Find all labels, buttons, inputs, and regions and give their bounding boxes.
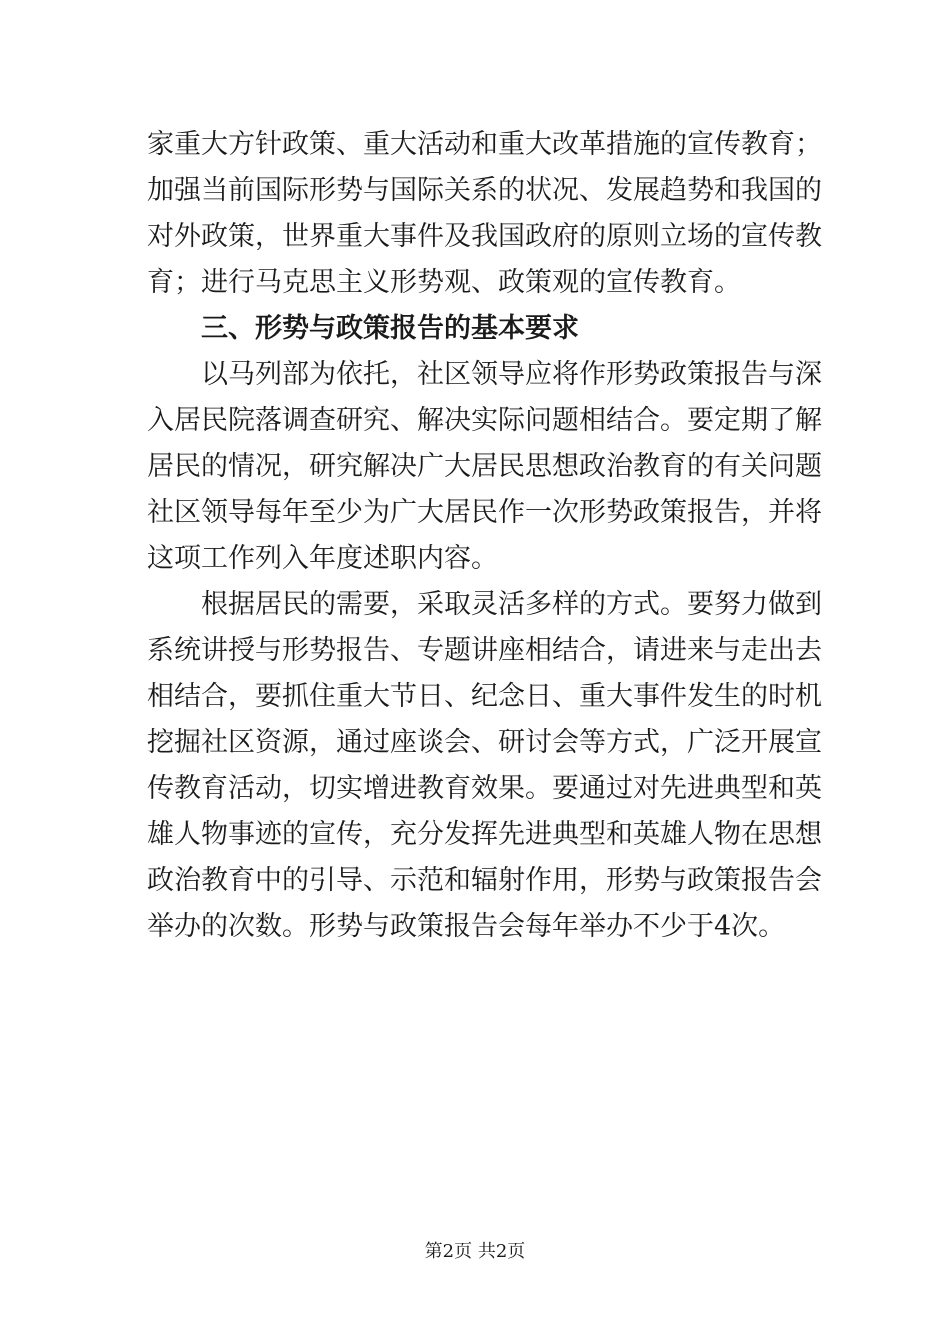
paragraph-1-line-1: 家重大方针政策、重大活动和重大改革措施的宣传教育；	[147, 129, 822, 160]
paragraph-2-line-5: 这项工作列入年度述职内容。	[147, 543, 498, 574]
paragraph-3-line-5: 传教育活动，切实增进教育效果。要通过对先进典型和英	[147, 773, 822, 804]
paragraph-1-line-4: 育；进行马克思主义形势观、政策观的宣传教育。	[147, 267, 741, 298]
paragraph-3-line-3: 相结合，要抓住重大节日、纪念日、重大事件发生的时机	[147, 681, 822, 712]
paragraph-3-line-8: 举办的次数。形势与政策报告会每年举办不少于4次。	[147, 911, 786, 942]
paragraph-2-line-4: 社区领导每年至少为广大居民作一次形势政策报告，并将	[147, 497, 822, 528]
paragraph-3-line-6: 雄人物事迹的宣传，充分发挥先进典型和英雄人物在思想	[147, 819, 822, 850]
page-footer: 第2页 共2页	[424, 1241, 526, 1262]
paragraph-2-line-2: 入居民院落调查研究、解决实际问题相结合。要定期了解	[147, 405, 822, 436]
paragraph-3-line-2: 系统讲授与形势报告、专题讲座相结合，请进来与走出去	[147, 635, 822, 666]
paragraph-1-line-2: 加强当前国际形势与国际关系的状况、发展趋势和我国的	[147, 175, 822, 206]
paragraph-2-line-1: 以马列部为依托，社区领导应将作形势政策报告与深	[201, 359, 822, 390]
paragraph-2-line-3: 居民的情况，研究解决广大居民思想政治教育的有关问题	[147, 451, 822, 482]
paragraph-1-line-3: 对外政策，世界重大事件及我国政府的原则立场的宣传教	[147, 221, 822, 252]
paragraph-3-line-7: 政治教育中的引导、示范和辐射作用，形势与政策报告会	[147, 865, 822, 896]
paragraph-3-line-1: 根据居民的需要，采取灵活多样的方式。要努力做到	[201, 589, 822, 620]
paragraph-3-line-4: 挖掘社区资源，通过座谈会、研讨会等方式，广泛开展宣	[147, 727, 822, 758]
section-heading: 三、形势与政策报告的基本要求	[201, 313, 579, 344]
